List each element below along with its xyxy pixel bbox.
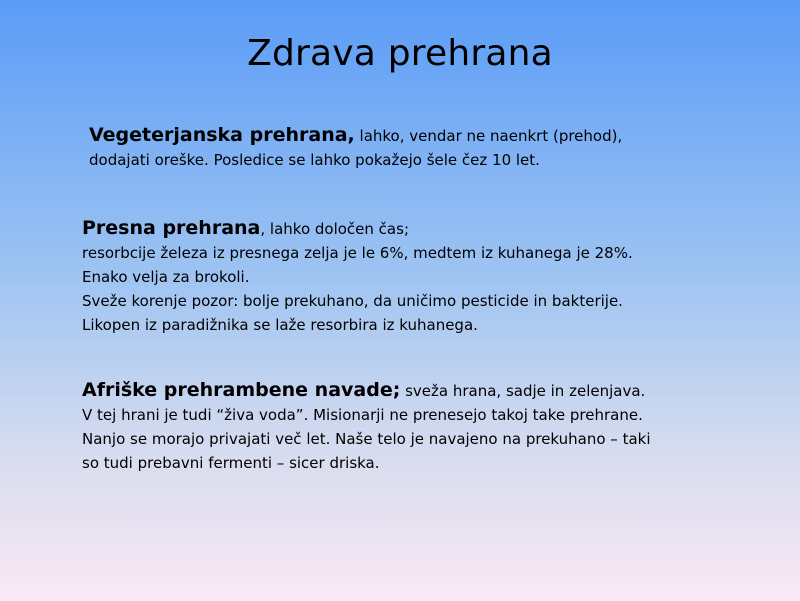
- slide-title: Zdrava prehrana: [247, 33, 553, 74]
- section-raw-diet: [82, 216, 633, 337]
- section-heading-line: [82, 216, 633, 241]
- section-text-line: dodajati oreške. Posledice se lahko pokažejo šele čez 10 let.: [89, 151, 540, 169]
- section-heading-tail: , lahko določen čas;: [260, 220, 409, 238]
- section-heading: Presna prehrana: [82, 217, 261, 239]
- section-text-line: Likopen iz paradižnika se laže resorbira iz kuhanega.: [82, 316, 478, 334]
- section-text-line: resorbcije železa iz presnega zelja je le 6%, medtem iz kuhanega je 28%.: [82, 244, 633, 262]
- section-heading-tail: sveža hrana, sadje in zelenjava.: [400, 382, 646, 400]
- section-text-line: V tej hrani je tudi “živa voda”. Misionarji ne prenesejo takoj take prehrane.: [82, 406, 643, 424]
- section-heading-line: [89, 123, 622, 148]
- section-text-line: Nanjo se morajo privajati več let. Naše telo je navajeno na prekuhano – taki: [82, 430, 651, 448]
- section-heading-tail: lahko, vendar ne naenkrt (prehod),: [354, 127, 623, 145]
- section-text-line: Enako velja za brokoli.: [82, 268, 250, 286]
- section-vegetarian-diet: [89, 123, 622, 172]
- section-heading: Vegeterjanska prehrana,: [89, 124, 355, 146]
- section-heading-line: [82, 378, 651, 403]
- section-text-line: so tudi prebavni fermenti – sicer driska.: [82, 454, 380, 472]
- section-heading: Afriške prehrambene navade;: [82, 379, 401, 401]
- section-african-habits: [82, 378, 651, 475]
- section-text-line: Sveže korenje pozor: bolje prekuhano, da uničimo pesticide in bakterije.: [82, 292, 623, 310]
